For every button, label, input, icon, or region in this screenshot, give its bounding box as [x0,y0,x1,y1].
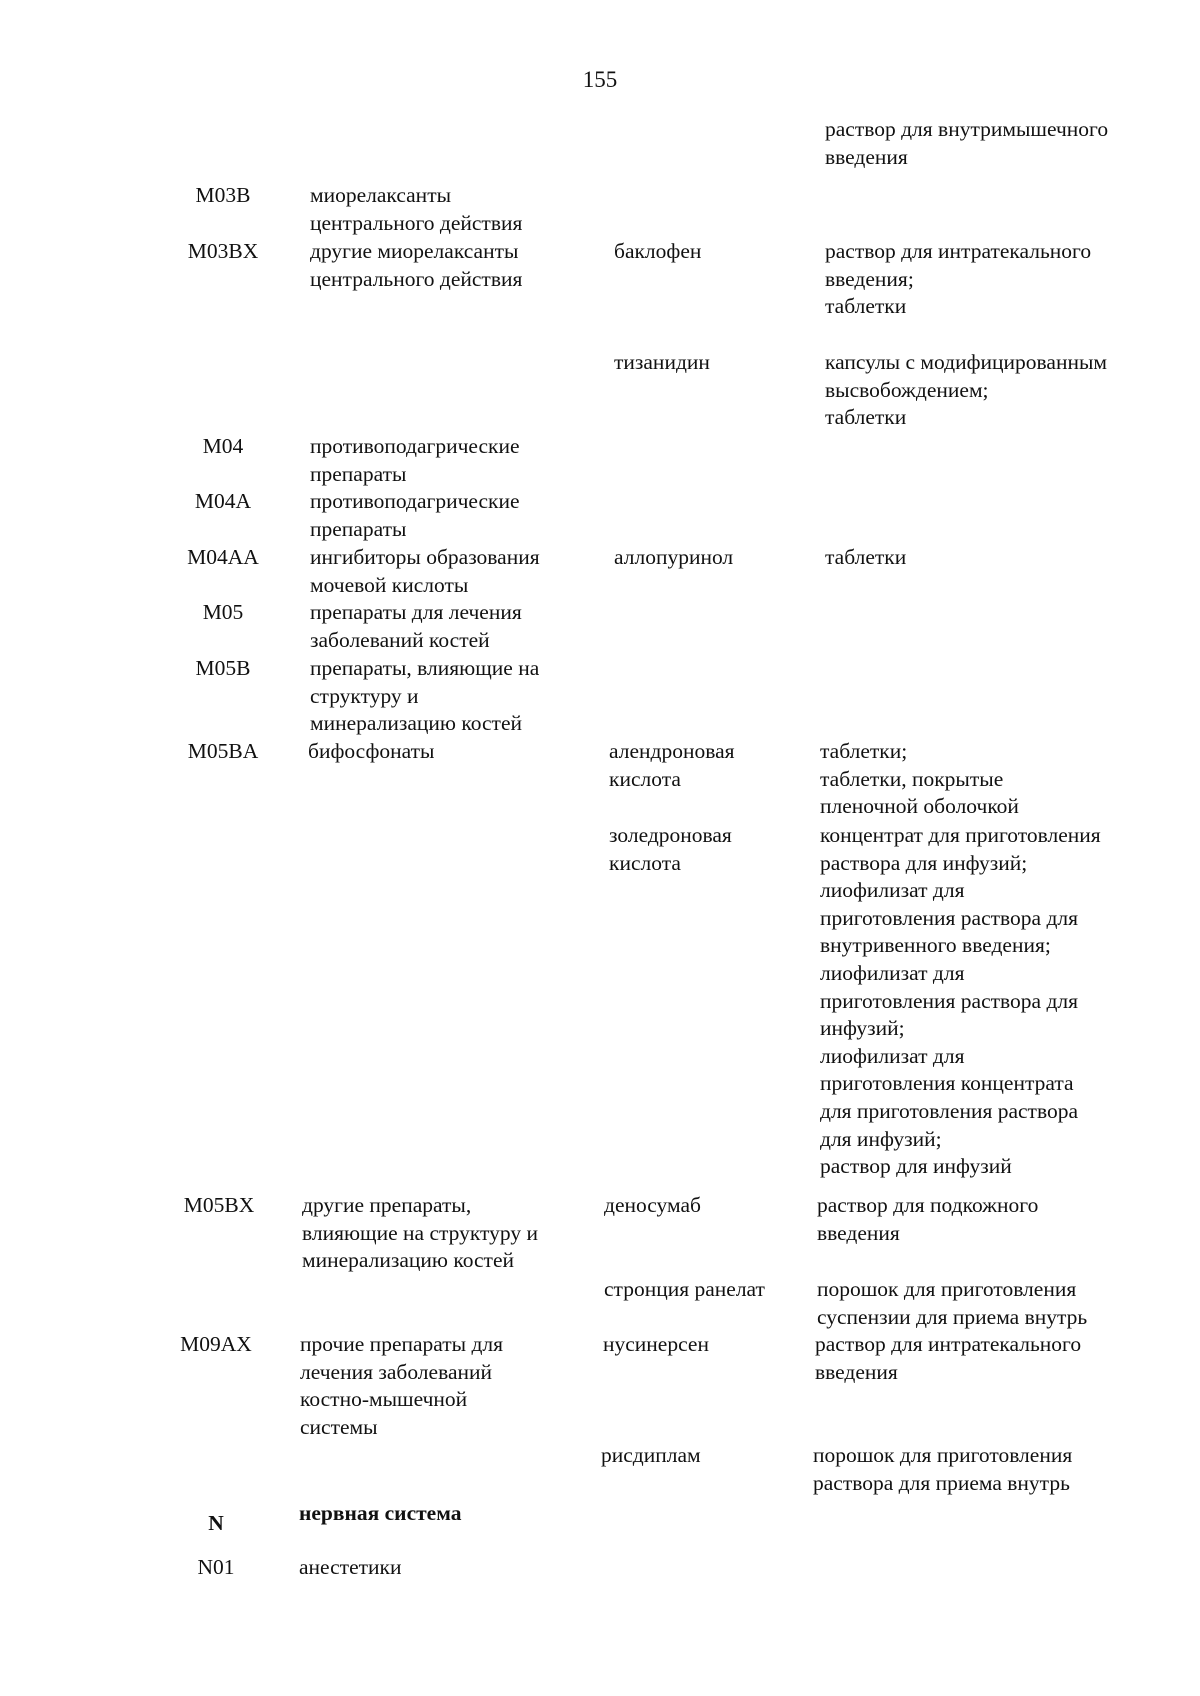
atc-code: M04 [202,434,244,458]
drug-name: тизанидин [614,350,710,374]
drug-name: баклофен [614,239,702,263]
dosage-form: таблетки; таблетки, покрытые пленочной оболочкой [820,739,1019,819]
drug-name: деносумаб [604,1193,701,1217]
drug-name: стронция ранелат [604,1277,765,1301]
page-number: 155 [582,67,618,92]
group-name: миорелаксанты центрального действия [310,183,523,235]
atc-code: M05B [195,656,251,680]
group-name: противоподагрические препараты [310,434,520,486]
drug-name: рисдиплам [601,1443,701,1467]
dosage-form: раствор для интратекального введения [815,1332,1082,1384]
atc-code: M04A [194,489,252,513]
atc-code: M05BX [183,1193,255,1217]
group-name: нервная система [299,1501,462,1525]
group-name: бифосфонаты [308,739,435,763]
atc-code: N [208,1511,224,1535]
dosage-form: порошок для приготовления суспензии для приема внутрь [817,1277,1088,1329]
dosage-form: капсулы с модифицированным высвобождением; таблетки [825,350,1108,430]
atc-code: M04AA [187,545,259,569]
dosage-form: таблетки [825,545,907,569]
atc-code: M03B [195,183,251,207]
group-name: другие препараты, влияющие на структуру и минерализацию костей [302,1193,538,1273]
group-name: препараты, влияющие на структуру и минерализацию костей [310,656,540,736]
drug-name: золедроновая кислота [609,823,732,875]
drug-name: нусинерсен [603,1332,709,1356]
group-name: другие миорелаксанты центрального действия [310,239,523,291]
dosage-form: раствор для интратекального введения; таблетки [825,239,1092,319]
atc-code: M05BA [187,739,259,763]
atc-code: M05 [202,600,244,624]
group-name: прочие препараты для лечения заболеваний костно-мышечной системы [300,1332,504,1439]
drug-name: аллопуринол [614,545,734,569]
dosage-form: раствор для внутримышечного введения [825,117,1109,169]
dosage-form: концентрат для приготовления раствора для инфузий; лиофилизат для приготовления раствора для внутривенного введения; лиофилизат для приготовления раствора для инфузий; лиофилизат для приготовления концентрата для приготовления раствора для инфузий; раствор для инфузий [820,823,1101,1179]
group-name: анестетики [299,1555,402,1579]
drug-name: алендроновая кислота [609,739,735,791]
group-name: ингибиторы образования мочевой кислоты [310,545,540,597]
atc-code: M03BX [187,239,259,263]
atc-code: N01 [197,1555,235,1579]
group-name: препараты для лечения заболеваний костей [310,600,522,652]
dosage-form: раствор для подкожного введения [817,1193,1039,1245]
group-name: противоподагрические препараты [310,489,520,541]
dosage-form: порошок для приготовления раствора для приема внутрь [813,1443,1073,1495]
atc-code: M09AX [180,1332,252,1356]
